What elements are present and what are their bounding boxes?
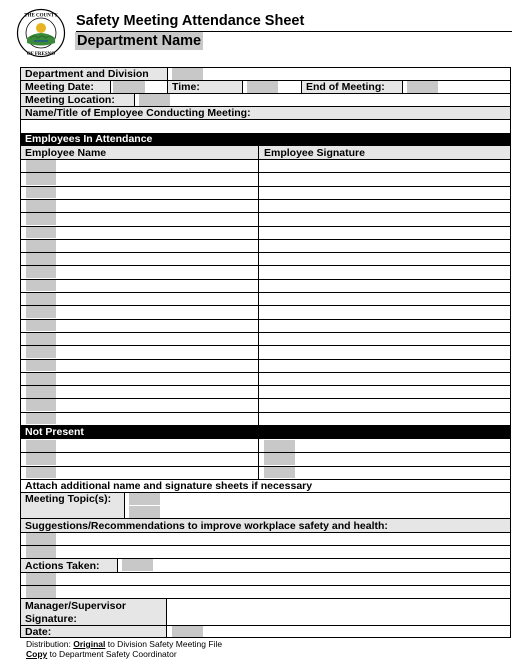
attendance-row[interactable] [20, 292, 511, 305]
employee-name-field[interactable] [26, 306, 56, 318]
attendance-row[interactable] [20, 212, 511, 225]
employee-name-field[interactable] [26, 240, 56, 252]
meeting-location-field[interactable] [139, 94, 170, 106]
attendance-row[interactable] [20, 239, 511, 252]
attendance-row[interactable] [20, 186, 511, 199]
attendance-row[interactable] [20, 265, 511, 278]
attendance-row[interactable] [20, 332, 511, 345]
attendance-row[interactable] [20, 226, 511, 239]
distribution-line-1 [26, 639, 222, 649]
employee-name-field[interactable] [26, 173, 56, 185]
dept-division-field[interactable] [172, 68, 203, 80]
conductor-label: Name/Title of Employee Conducting Meeting: [25, 106, 251, 119]
attendance-row[interactable] [20, 319, 511, 332]
seal-bottom-text: OF FRESNO [26, 52, 56, 57]
attendance-band: Employees In Attendance [20, 133, 511, 146]
not-present-name-field[interactable] [26, 467, 56, 479]
seal-top-text: THE COUNTY [24, 13, 58, 19]
meeting-date-field[interactable] [113, 81, 145, 93]
attendance-row[interactable] [20, 345, 511, 358]
date-field[interactable] [172, 626, 203, 637]
distribution-prefix: Distribution: [26, 639, 74, 649]
date-label: Date: [25, 625, 52, 638]
time-field[interactable] [247, 81, 278, 93]
attendance-row[interactable] [20, 199, 511, 212]
attendance-row[interactable] [20, 372, 511, 385]
attendance-row[interactable] [20, 412, 511, 425]
employee-name-field[interactable] [26, 333, 56, 345]
manager-label-line1: Manager/Supervisor [25, 599, 126, 612]
department-name-field[interactable]: Department Name [77, 33, 202, 49]
dept-division-label: Department and Division [25, 67, 149, 80]
column-divider [258, 146, 259, 425]
attendance-row[interactable] [20, 159, 511, 172]
suggestions-field-2[interactable] [26, 546, 56, 558]
end-of-meeting-field[interactable] [407, 81, 438, 93]
attendance-row[interactable] [20, 385, 511, 398]
suggestions-field-1[interactable] [26, 533, 56, 545]
not-present-name-field-right[interactable] [264, 467, 295, 479]
page-title: Safety Meeting Attendance Sheet [76, 13, 305, 29]
county-seal-logo [16, 8, 66, 58]
employee-name-field[interactable] [26, 413, 56, 425]
meeting-topics-label: Meeting Topic(s): [25, 492, 112, 505]
employee-name-field[interactable] [26, 160, 56, 172]
attendance-row[interactable] [20, 305, 511, 318]
attendance-row[interactable] [20, 252, 511, 265]
employee-name-field[interactable] [26, 213, 56, 225]
actions-taken-field[interactable] [122, 559, 153, 571]
employee-name-field[interactable] [26, 373, 56, 385]
attendance-row[interactable] [20, 279, 511, 292]
column-divider [258, 439, 259, 479]
distribution-copy: Copy [26, 649, 48, 659]
meeting-date-label: Meeting Date: [25, 80, 94, 93]
employee-name-field[interactable] [26, 360, 56, 372]
attendance-row[interactable] [20, 359, 511, 372]
suggestions-label: Suggestions/Recommendations to improve workplace safety and health: [25, 519, 388, 532]
employee-signature-header: Employee Signature [264, 146, 365, 159]
employee-name-field[interactable] [26, 386, 56, 398]
attach-note: Attach additional name and signature sheets if necessary [25, 479, 313, 492]
not-present-name-field[interactable] [26, 453, 56, 465]
actions-taken-field-2[interactable] [26, 573, 56, 585]
employee-name-field[interactable] [26, 253, 56, 265]
actions-taken-field-3[interactable] [26, 586, 56, 598]
actions-taken-label: Actions Taken: [25, 559, 100, 572]
meeting-location-label: Meeting Location: [25, 93, 115, 106]
employee-name-field[interactable] [26, 346, 56, 358]
employee-name-field[interactable] [26, 399, 56, 411]
employee-name-field[interactable] [26, 187, 56, 199]
distribution-copy-dest: to Department Safety Coordinator [47, 649, 177, 659]
meeting-topics-field-2[interactable] [129, 506, 160, 518]
employee-name-field[interactable] [26, 227, 56, 239]
attendance-row[interactable] [20, 172, 511, 185]
end-of-meeting-label: End of Meeting: [306, 80, 385, 93]
employee-name-field[interactable] [26, 320, 56, 332]
employee-name-header: Employee Name [25, 146, 107, 159]
employee-name-field[interactable] [26, 200, 56, 212]
distribution-original-dest: to Division Safety Meeting File [105, 639, 223, 649]
employee-name-field[interactable] [26, 280, 56, 292]
employee-name-field[interactable] [26, 293, 56, 305]
attendance-row[interactable] [20, 398, 511, 411]
meeting-topics-field-1[interactable] [129, 493, 160, 505]
county-seal-icon [16, 8, 66, 58]
not-present-name-field-right[interactable] [264, 453, 295, 465]
employee-name-field[interactable] [26, 266, 56, 278]
manager-label-line2: Signature: [25, 612, 77, 625]
not-present-band: Not Present [20, 426, 511, 439]
distribution-line-2 [26, 649, 177, 659]
time-label: Time: [172, 80, 200, 93]
not-present-name-field[interactable] [26, 440, 56, 452]
manager-signature-field[interactable] [167, 599, 510, 625]
distribution-original: Original [73, 639, 106, 649]
not-present-name-field-right[interactable] [264, 440, 295, 452]
